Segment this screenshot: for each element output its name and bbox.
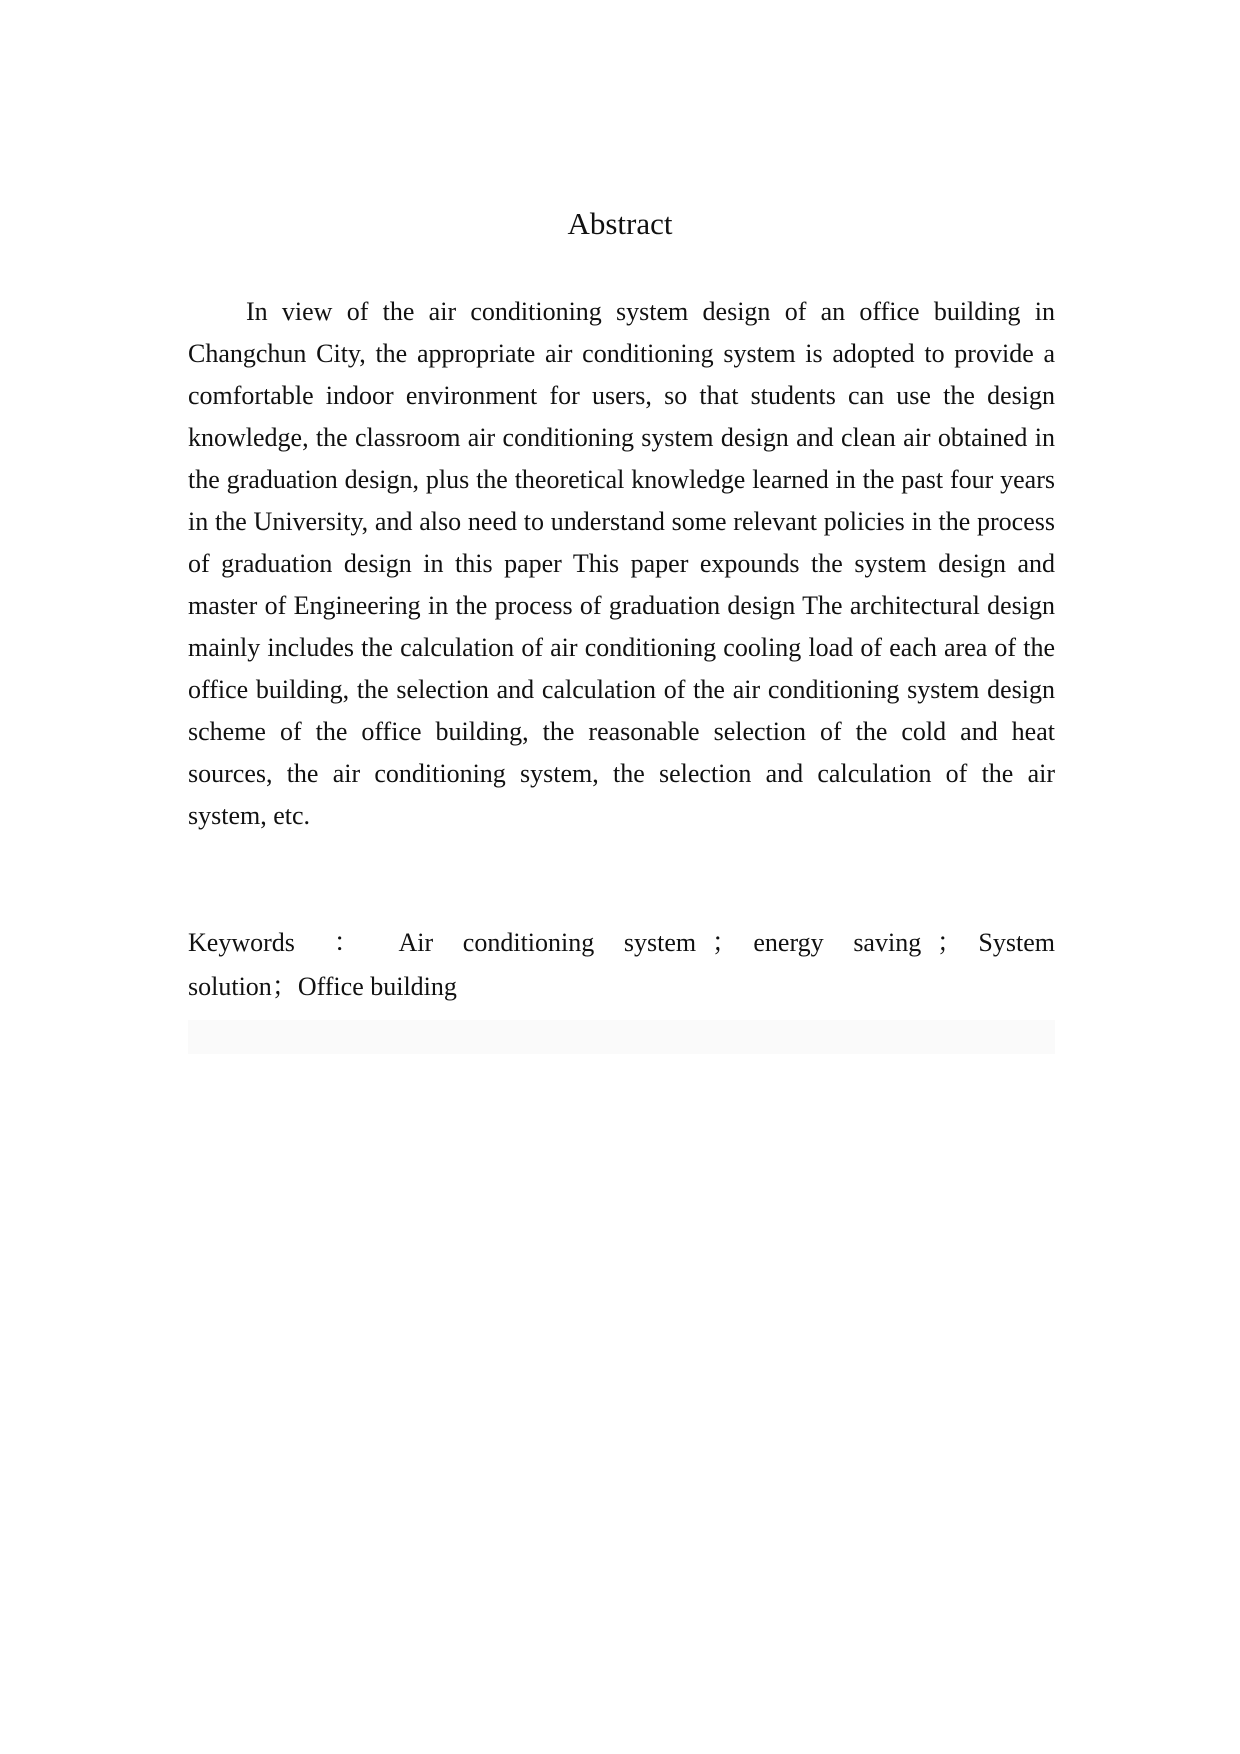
keyword-separator: ； [711,928,738,957]
keyword-separator: ； [936,928,963,957]
keyword-item: System solution [188,928,1055,1001]
keywords-label: Keywords [188,928,295,957]
keyword-item: Office building [297,972,457,1001]
keyword-item: energy saving [753,928,922,957]
abstract-paragraph: In view of the air conditioning system design of an office building in Changchun City, the appropriate air conditioning system is adopted to provide a comfortable indoor environment for users, so that students can use the design knowledge, the classroom air conditioning system design and clean air obtained in the graduation design, plus the theoretical knowledge learned in the past four years in the University, and also need to understand some relevant policies in the process of graduation design in this paper This paper expounds the system design and master of Engineering in the process of graduation design The architectural design mainly includes the calculation of air conditioning cooling load of each area of the office building, the selection and calculation of the air conditioning system design scheme of the office building, the reasonable selection of the cold and heat sources, the air conditioning system, the selection and calculation of the air system, etc. [188,297,1055,830]
faint-shaded-band [188,1020,1055,1054]
keywords-line [188,921,1055,1009]
keyword-separator: ； [271,972,298,1001]
keyword-item: Air conditioning system [398,928,697,957]
keywords-colon: ： [310,928,383,957]
abstract-title: Abstract [567,206,673,241]
